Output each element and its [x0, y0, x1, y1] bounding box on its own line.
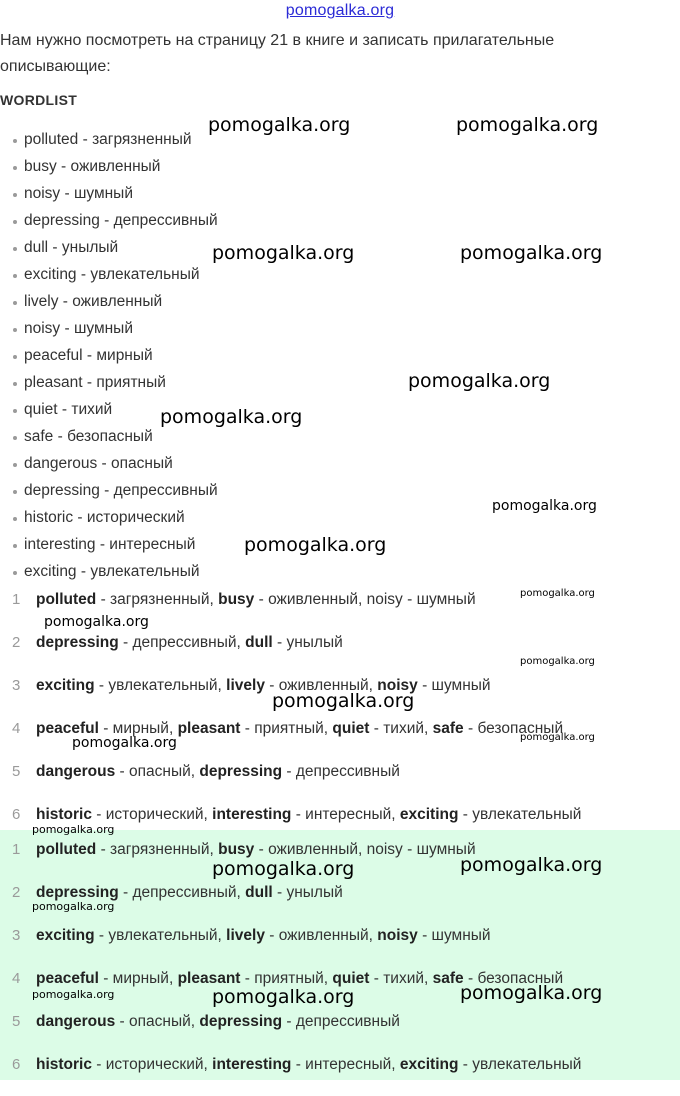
wordlist-item: noisy - шумный	[0, 180, 218, 207]
answer-translation: - безопасный	[463, 720, 564, 737]
answer-item	[0, 1053, 680, 1096]
answer-keyword: dangerous	[36, 1013, 116, 1030]
answer-text	[36, 674, 491, 698]
wordlist-item: pleasant - приятный	[0, 369, 218, 396]
intro-text: Нам нужно посмотреть на страницу 21 в книге и записать прилагательные описывающие:	[0, 32, 555, 75]
answer-keyword: exciting	[36, 927, 95, 944]
watermark: pomogalka.org	[32, 900, 115, 913]
answer-translation: - депрессивный,	[118, 884, 246, 901]
answer-translation: - оживленный, noisy - шумный	[254, 841, 476, 858]
answer-translation: - увлекательный	[458, 1056, 582, 1073]
wordlist-item: interesting - интересный	[0, 531, 218, 558]
answer-keyword: depressing	[36, 884, 119, 901]
answer-translation: - депрессивный,	[118, 634, 246, 651]
answer-translation: - приятный,	[240, 720, 333, 737]
answer-keyword: pleasant	[177, 720, 241, 737]
answer-number: 2	[12, 884, 21, 901]
answer-translation: - оживленный,	[264, 677, 378, 694]
answer-keyword: dull	[245, 884, 273, 901]
answer-text	[36, 588, 476, 612]
wordlist-item: polluted - загрязненный	[0, 126, 218, 153]
wordlist-item: dangerous - опасный	[0, 450, 218, 477]
answer-translation: - приятный,	[240, 970, 333, 987]
wordlist-item: noisy - шумный	[0, 315, 218, 342]
watermark: pomogalka.org	[160, 406, 303, 428]
answer-translation: - загрязненный,	[96, 841, 219, 858]
wordlist-item: depressing - депрессивный	[0, 477, 218, 504]
watermark: pomogalka.org	[460, 854, 603, 876]
answer-keyword: depressing	[199, 1013, 283, 1030]
answer-translation: - депрессивный	[282, 1013, 400, 1030]
answer-number: 5	[12, 763, 21, 780]
wordlist-item: safe - безопасный	[0, 423, 218, 450]
answer-translation: - тихий,	[369, 970, 433, 987]
answer-keyword: exciting	[399, 806, 459, 823]
wordlist-item: peaceful - мирный	[0, 342, 218, 369]
watermark: pomogalka.org	[44, 614, 149, 630]
answer-text	[36, 1010, 400, 1034]
wordlist-item: dull - унылый	[0, 234, 218, 261]
answer-translation: - увлекательный,	[94, 927, 227, 944]
answer-text	[36, 631, 343, 655]
watermark: pomogalka.org	[212, 858, 355, 880]
answer-keyword: depressing	[36, 634, 119, 651]
answer-translation: - унылый	[272, 634, 343, 651]
answer-keyword: interesting	[212, 806, 292, 823]
answer-keyword: historic	[36, 1056, 92, 1073]
answer-translation: - унылый	[272, 884, 343, 901]
answer-translation: - шумный	[417, 927, 491, 944]
answer-number: 6	[12, 1056, 21, 1073]
answer-translation: - мирный,	[98, 970, 178, 987]
watermark: pomogalka.org	[212, 986, 355, 1008]
answer-keyword: dangerous	[36, 763, 116, 780]
answer-translation: - шумный	[417, 677, 491, 694]
watermark: pomogalka.org	[208, 114, 351, 136]
answer-item	[0, 760, 680, 803]
answer-keyword: lively	[226, 677, 265, 694]
wordlist-heading: WORDLIST	[0, 92, 78, 108]
wordlist-item: historic - исторический	[0, 504, 218, 531]
answer-translation: - тихий,	[369, 720, 433, 737]
answer-translation: - оживленный,	[264, 927, 378, 944]
answer-keyword: safe	[432, 970, 464, 987]
answer-keyword: pleasant	[177, 970, 241, 987]
answer-translation: - мирный,	[98, 720, 178, 737]
watermark: pomogalka.org	[408, 370, 551, 392]
wordlist-item: exciting - увлекательный	[0, 558, 218, 585]
answer-item	[0, 1010, 680, 1053]
answer-keyword: peaceful	[36, 970, 99, 987]
answer-keyword: busy	[218, 591, 255, 608]
answer-number: 1	[12, 591, 21, 608]
watermark: pomogalka.org	[244, 534, 387, 556]
answer-keyword: dull	[245, 634, 273, 651]
watermark: pomogalka.org	[520, 732, 595, 743]
watermark: pomogalka.org	[72, 735, 177, 751]
answer-translation: - загрязненный,	[96, 591, 219, 608]
watermark: pomogalka.org	[460, 242, 603, 264]
answer-item	[0, 924, 680, 967]
answer-keyword: noisy	[377, 677, 418, 694]
watermark: pomogalka.org	[520, 588, 595, 599]
answer-translation: - исторический,	[91, 1056, 213, 1073]
answer-number: 3	[12, 677, 21, 694]
answer-translation: - увлекательный,	[94, 677, 227, 694]
answer-translation: - увлекательный	[458, 806, 582, 823]
watermark: pomogalka.org	[460, 982, 603, 1004]
answer-keyword: polluted	[36, 591, 97, 608]
answer-keyword: quiet	[332, 720, 370, 737]
answer-text	[36, 760, 400, 784]
answer-keyword: safe	[432, 720, 464, 737]
answer-keyword: lively	[226, 927, 265, 944]
answer-keyword: exciting	[36, 677, 95, 694]
watermark: pomogalka.org	[272, 690, 415, 712]
top-watermark-link[interactable]: pomogalka.org	[285, 2, 395, 19]
wordlist-item: depressing - депрессивный	[0, 207, 218, 234]
watermark: pomogalka.org	[32, 988, 115, 1001]
answer-keyword: quiet	[332, 970, 370, 987]
answer-keyword: peaceful	[36, 720, 99, 737]
answer-number: 5	[12, 1013, 21, 1030]
answer-text	[36, 803, 581, 827]
answer-keyword: busy	[218, 841, 255, 858]
answer-number: 2	[12, 634, 21, 651]
answer-keyword: polluted	[36, 841, 97, 858]
watermark: pomogalka.org	[492, 498, 597, 514]
answer-translation: - депрессивный	[282, 763, 400, 780]
answer-keyword: exciting	[399, 1056, 459, 1073]
answer-keyword: noisy	[377, 927, 418, 944]
answer-translation: - интересный,	[291, 1056, 400, 1073]
wordlist	[0, 126, 218, 585]
answer-keyword: interesting	[212, 1056, 292, 1073]
answer-translation: - интересный,	[291, 806, 400, 823]
wordlist-item: exciting - увлекательный	[0, 261, 218, 288]
answer-number: 3	[12, 927, 21, 944]
answer-number: 1	[12, 841, 21, 858]
wordlist-item: busy - оживленный	[0, 153, 218, 180]
answer-text	[36, 1053, 581, 1077]
watermark: pomogalka.org	[456, 114, 599, 136]
watermark: pomogalka.org	[212, 242, 355, 264]
answer-number: 6	[12, 806, 21, 823]
answer-number: 4	[12, 970, 21, 987]
answer-number: 4	[12, 720, 21, 737]
answer-translation: - безопасный	[463, 970, 564, 987]
answer-translation: - опасный,	[115, 1013, 200, 1030]
answer-item	[0, 631, 680, 674]
wordlist-item: quiet - тихий	[0, 396, 218, 423]
watermark: pomogalka.org	[32, 823, 115, 836]
wordlist-item: lively - оживленный	[0, 288, 218, 315]
answer-translation: - исторический,	[91, 806, 213, 823]
answer-translation: - оживленный, noisy - шумный	[254, 591, 476, 608]
answer-keyword: depressing	[199, 763, 283, 780]
answer-keyword: historic	[36, 806, 92, 823]
answer-translation: - опасный,	[115, 763, 200, 780]
watermark: pomogalka.org	[520, 656, 595, 667]
answer-text	[36, 924, 491, 948]
